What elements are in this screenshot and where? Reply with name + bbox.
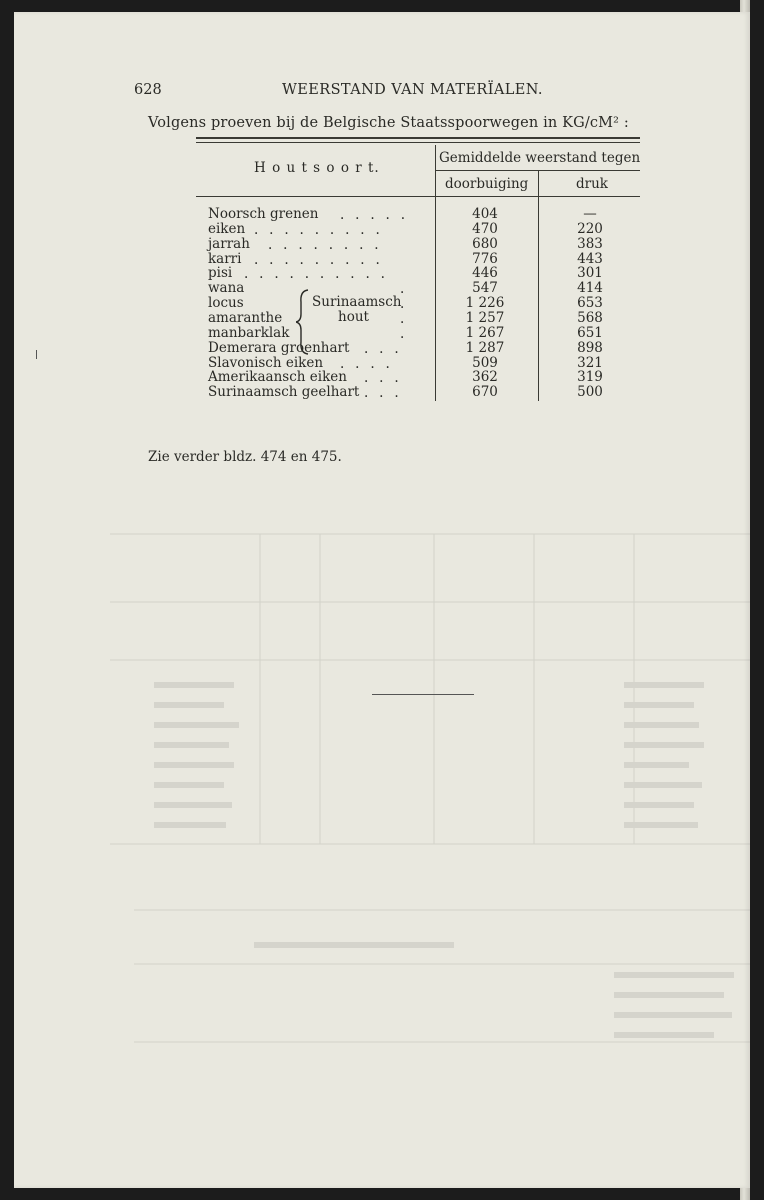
row-bending-value: 1 257 [465, 309, 505, 326]
dot-leader: . . . [364, 370, 402, 387]
row-bending-value: 509 [472, 354, 498, 371]
row-compression-value: 443 [577, 250, 603, 267]
row-compression-value: 301 [577, 265, 603, 282]
intro-text: Volgens proeven bij de Belgische Staatsspoorwegen in KG/cM² : [148, 115, 629, 131]
row-bending-value: 776 [472, 250, 498, 267]
table-top-rule [196, 137, 640, 139]
dot-leader: . . . . . . . . . [254, 221, 384, 238]
dot-leader: . [400, 296, 408, 313]
row-compression-value: 653 [577, 295, 603, 312]
row-compression-value: 383 [577, 235, 603, 252]
row-bending-value: 404 [472, 206, 498, 222]
row-species-name: jarrah [208, 235, 250, 252]
row-species-name: Noorsch grenen [208, 206, 319, 222]
margin-mark [36, 350, 37, 359]
row-species-name: amaranthe [208, 309, 283, 326]
dot-leader: . . . [364, 385, 402, 402]
show-through-texture [14, 12, 750, 1188]
row-compression-value: 319 [577, 369, 603, 386]
row-bending-value: 670 [472, 384, 498, 401]
row-compression-value: 500 [577, 384, 603, 401]
book-page [14, 12, 750, 1188]
dot-leader: . . . . . [340, 207, 409, 223]
dot-leader: . . . . [340, 355, 394, 372]
row-species-name: locus [208, 295, 244, 312]
dot-leader: . [400, 281, 408, 298]
row-species-name: manbarklak [208, 324, 290, 341]
row-species-name: pisi [208, 265, 233, 282]
row-species-name: Demerara groenhart [208, 339, 350, 356]
page-number: 628 [134, 82, 162, 98]
row-species-name: karri [208, 250, 242, 267]
brace-surinaamsch [296, 288, 312, 356]
row-compression-value: 898 [577, 339, 603, 356]
dot-leader: . . . . . . . . . . [244, 266, 389, 283]
row-bending-value: 446 [472, 265, 498, 282]
dot-leader: . . . [364, 340, 402, 357]
row-bending-value: 1 226 [465, 295, 505, 312]
row-species-name: Surinaamsch geelhart [208, 384, 360, 401]
row-bending-value: 1 267 [465, 324, 505, 341]
dot-leader: . [400, 310, 408, 327]
header-bottom-rule [196, 196, 640, 197]
column-divider-right [538, 171, 539, 401]
dot-leader: . . . . . . . . . [254, 251, 384, 268]
column-header-compression: druk [576, 176, 608, 192]
table-top-rule-thin [196, 142, 640, 143]
row-compression-value: — [583, 206, 597, 222]
dot-leader: . . . . . . . . [268, 236, 382, 253]
row-bending-value: 470 [472, 220, 498, 237]
column-header-bending: doorbuiging [445, 176, 529, 192]
reference-note: Zie verder bldz. 474 en 475. [148, 449, 342, 465]
column-header-species: H o u t s o o r t. [254, 160, 380, 176]
brace-label-surinaamsch: Surinaamsch [312, 294, 402, 310]
row-species-name: Amerikaansch eiken [208, 369, 347, 386]
row-compression-value: 651 [577, 324, 603, 341]
row-species-name: wana [208, 280, 245, 297]
dot-leader: . [400, 325, 408, 342]
row-bending-value: 362 [472, 369, 498, 386]
column-header-resistance: Gemiddelde weerstand tegen [439, 150, 641, 166]
running-title: WEERSTAND VAN MATERÏALEN. [282, 82, 543, 98]
row-bending-value: 1 287 [465, 339, 505, 356]
row-compression-value: 321 [577, 354, 603, 371]
footnote-rule [372, 694, 474, 695]
column-divider-left [435, 145, 436, 401]
row-bending-value: 547 [472, 280, 498, 297]
row-species-name: eiken [208, 220, 246, 237]
row-compression-value: 568 [577, 309, 603, 326]
row-species-name: Slavonisch eiken [208, 354, 324, 371]
brace-label-hout: hout [338, 309, 369, 325]
row-bending-value: 680 [472, 235, 498, 252]
row-compression-value: 414 [577, 280, 603, 297]
row-compression-value: 220 [577, 220, 603, 237]
